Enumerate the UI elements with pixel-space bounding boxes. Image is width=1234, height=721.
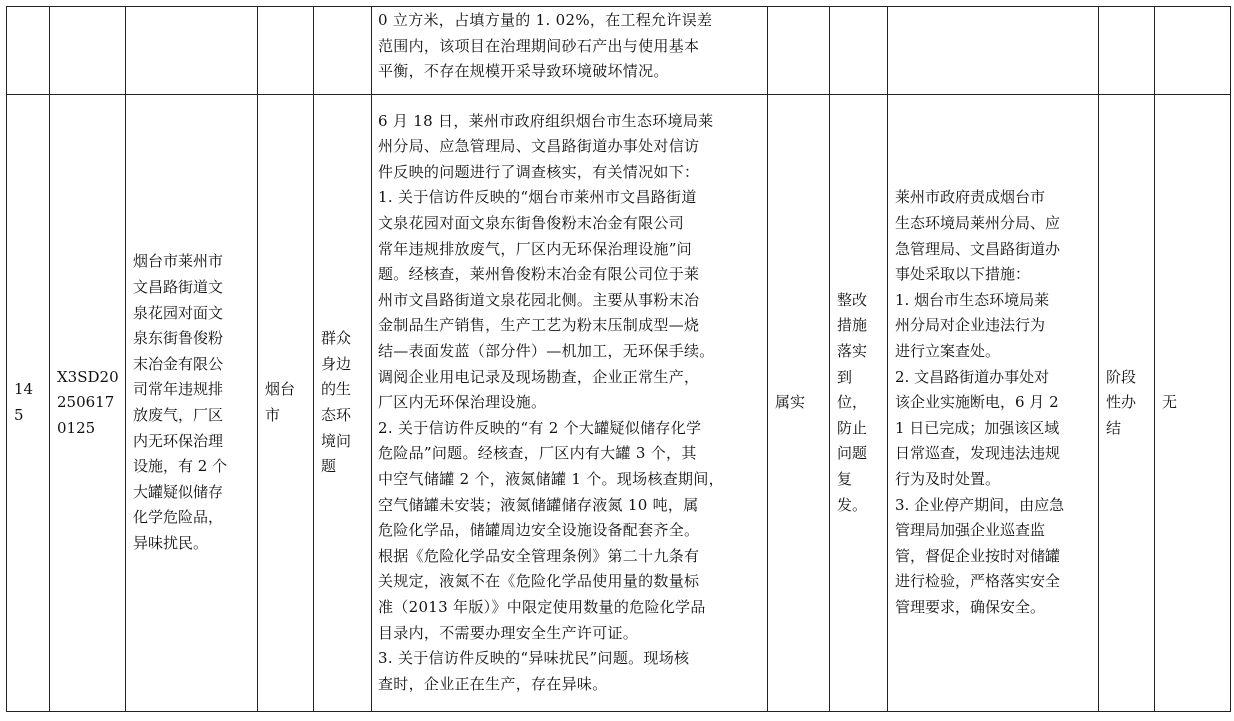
text-line: 无: [1162, 393, 1178, 412]
text-line: 放废气，厂区: [133, 406, 224, 424]
accountability: [1155, 95, 1231, 712]
text-line: 关规定，液氮不在《危险化学品使用量的数量标: [378, 572, 700, 591]
text-line: 1. 关于信访件反映的“烟台市莱州市文昌路街道: [378, 188, 697, 207]
text-line: 州分局对企业违法行为: [895, 316, 1046, 335]
text-line: 烟台市莱州市: [133, 252, 224, 271]
text-line: 大罐疑似储存: [133, 482, 224, 501]
text-line: 2. 文昌路街道办事处对: [895, 367, 1050, 386]
text-line: 防止: [837, 418, 868, 437]
text-line: 生态环境局莱州分局、应: [895, 214, 1061, 233]
text-line: 查时，企业正在生产，存在异味。: [378, 674, 608, 693]
completion-status: [1099, 95, 1155, 712]
complaint-content: [126, 95, 258, 712]
seq-cell-empty: [7, 7, 50, 95]
rectification-measures: [888, 95, 1099, 712]
text-line: 州市文昌路街道文泉花园北侧。主要从事粉末冶: [378, 290, 700, 309]
category-cell-empty: [314, 7, 372, 95]
text-line: 泉花园对面文: [133, 303, 224, 322]
case-code: [50, 95, 126, 712]
text-line: 结—表面发蓝（部分件）—机加工，无环保手续。: [378, 342, 715, 361]
text-line: 设施，有 2 个: [133, 457, 228, 476]
text-line: 群众: [321, 329, 352, 348]
text-line: 化学危险品，: [133, 508, 224, 527]
text-line: 烟台: [265, 380, 296, 399]
text-line: 平衡，不存在规模开采导致环境破坏情况。: [378, 62, 669, 81]
text-line: 市: [265, 406, 281, 424]
status-cell-empty: [1099, 7, 1155, 95]
text-line: 身边: [321, 354, 352, 373]
text-line: 泉东街鲁俊粉: [133, 329, 224, 348]
text-line: 准（2013 年版）》中限定使用数量的危险化学品: [378, 597, 706, 616]
text-line: 州分局、应急管理局、文昌路街道办事处对信访: [378, 137, 700, 156]
text-line: 中空气储罐 2 个，液氮储罐 1 个。现场核查期间，: [378, 469, 724, 488]
text-line: 问题: [837, 444, 868, 463]
verdict-cell-empty: [768, 7, 830, 95]
goal-cell-empty: [830, 7, 888, 95]
text-line: 末冶金有限公: [133, 354, 224, 373]
text-line: 厂区内无环保治理设施。: [378, 393, 547, 412]
text-line: 整改: [837, 290, 868, 309]
text-line: 性办: [1106, 393, 1137, 412]
complaint-record-table: [6, 6, 1231, 712]
text-line: 进行立案查处。: [895, 342, 1001, 361]
text-line: 发。: [837, 495, 868, 514]
text-line: 6 月 18 日，莱州市政府组织烟台市生态环境局莱: [378, 111, 714, 130]
text-line: 位，: [837, 393, 868, 412]
text-line: 3. 企业停产期间，由应急: [895, 495, 1065, 514]
text-line: 题: [321, 457, 337, 476]
text-line: 管理要求，确保安全。: [895, 597, 1046, 616]
text-line: X3SD20: [57, 367, 119, 386]
text-line: 属实: [775, 393, 806, 412]
text-line: 进行检验，严格落实安全: [895, 572, 1061, 591]
text-line: 3. 关于信访件反映的“异味扰民”问题。现场核: [378, 649, 690, 668]
text-line: 危险品”问题。经核查，厂区内有大罐 3 个，其: [378, 444, 697, 463]
continuation-row: [7, 7, 1231, 95]
text-line: 异味扰民。: [133, 533, 209, 552]
text-line: 阶段: [1106, 367, 1137, 386]
text-line: 管，督促企业按时对储罐: [895, 546, 1061, 565]
text-line: 件反映的问题进行了调查核实，有关情况如下：: [378, 162, 700, 181]
text-line: 内无环保治理: [133, 431, 224, 450]
text-line: 金制品生产销售，生产工艺为粉末压制成型—烧: [378, 316, 700, 335]
text-line: 莱州市政府责成烟台市: [895, 188, 1046, 207]
previous-investigation-text: [372, 7, 768, 95]
text-line: 管理局加强企业巡查监: [895, 521, 1046, 540]
text-line: 根据《危险化学品安全管理条例》第二十九条有: [378, 546, 700, 565]
text-line: 5: [14, 406, 24, 424]
text-line: 14: [14, 380, 34, 399]
text-line: 文泉花园对面文泉东街鲁俊粉末冶金有限公司: [378, 214, 685, 233]
code-cell-empty: [50, 7, 126, 95]
text-line: 复: [837, 469, 853, 488]
text-line: 250617: [57, 393, 115, 412]
text-line: 司常年违规排: [133, 380, 224, 399]
text-line: 该企业实施断电，6 月 2: [895, 393, 1059, 412]
text-line: 题。经核查，莱州鲁俊粉末冶金有限公司位于莱: [378, 265, 700, 284]
text-line: 调阅企业用电记录及现场勘查，企业正常生产，: [378, 367, 700, 386]
text-line: 措施: [837, 316, 868, 335]
text-line: 危险化学品，储罐周边安全设施设备配套齐全。: [378, 521, 700, 540]
city-cell-empty: [258, 7, 314, 95]
text-line: 1. 烟台市生态环境局莱: [895, 290, 1050, 309]
text-line: 急管理局、文昌路街道办: [895, 239, 1061, 258]
text-line: 目录内，不需要办理安全生产许可证。: [378, 623, 639, 642]
accountability-cell-empty: [1155, 7, 1231, 95]
text-line: 态环: [321, 406, 352, 424]
text-line: 常年违规排放废气，厂区内无环保治理设施”问: [378, 239, 692, 258]
text-line: 行为及时处置。: [895, 469, 1001, 488]
administrative-region: [258, 95, 314, 712]
pollution-category: [314, 95, 372, 712]
text-line: 范围内，该项目在治理期间砂石产出与使用基本: [378, 36, 700, 55]
text-line: 事处采取以下措施：: [895, 265, 1031, 284]
text-line: 日常巡查，发现违法违规: [895, 444, 1061, 463]
text-line: 的生: [321, 380, 352, 399]
verification-result: [768, 95, 830, 712]
rectification-goal: [830, 95, 888, 712]
text-line: 1 日已完成；加强该区域: [895, 418, 1060, 437]
table-row: [7, 95, 1231, 712]
text-line: 落实: [837, 342, 868, 361]
text-line: 文昌路街道文: [133, 278, 224, 297]
text-line: 0 立方米，占填方量的 1. 02%，在工程允许误差: [378, 11, 713, 29]
text-line: 空气储罐未安装；液氮储罐储存液氮 10 吨，属: [378, 495, 699, 514]
text-line: 2. 关于信访件反映的“有 2 个大罐疑似储存化学: [378, 418, 702, 437]
complaint-cell-empty: [126, 7, 258, 95]
text-line: 结: [1106, 418, 1122, 437]
text-line: 0125: [57, 418, 96, 437]
text-line: 到: [837, 367, 853, 386]
investigation-findings: [372, 95, 768, 712]
sequence-number: [7, 95, 50, 712]
text-line: 境问: [321, 431, 352, 450]
measures-cell-empty: [888, 7, 1099, 95]
